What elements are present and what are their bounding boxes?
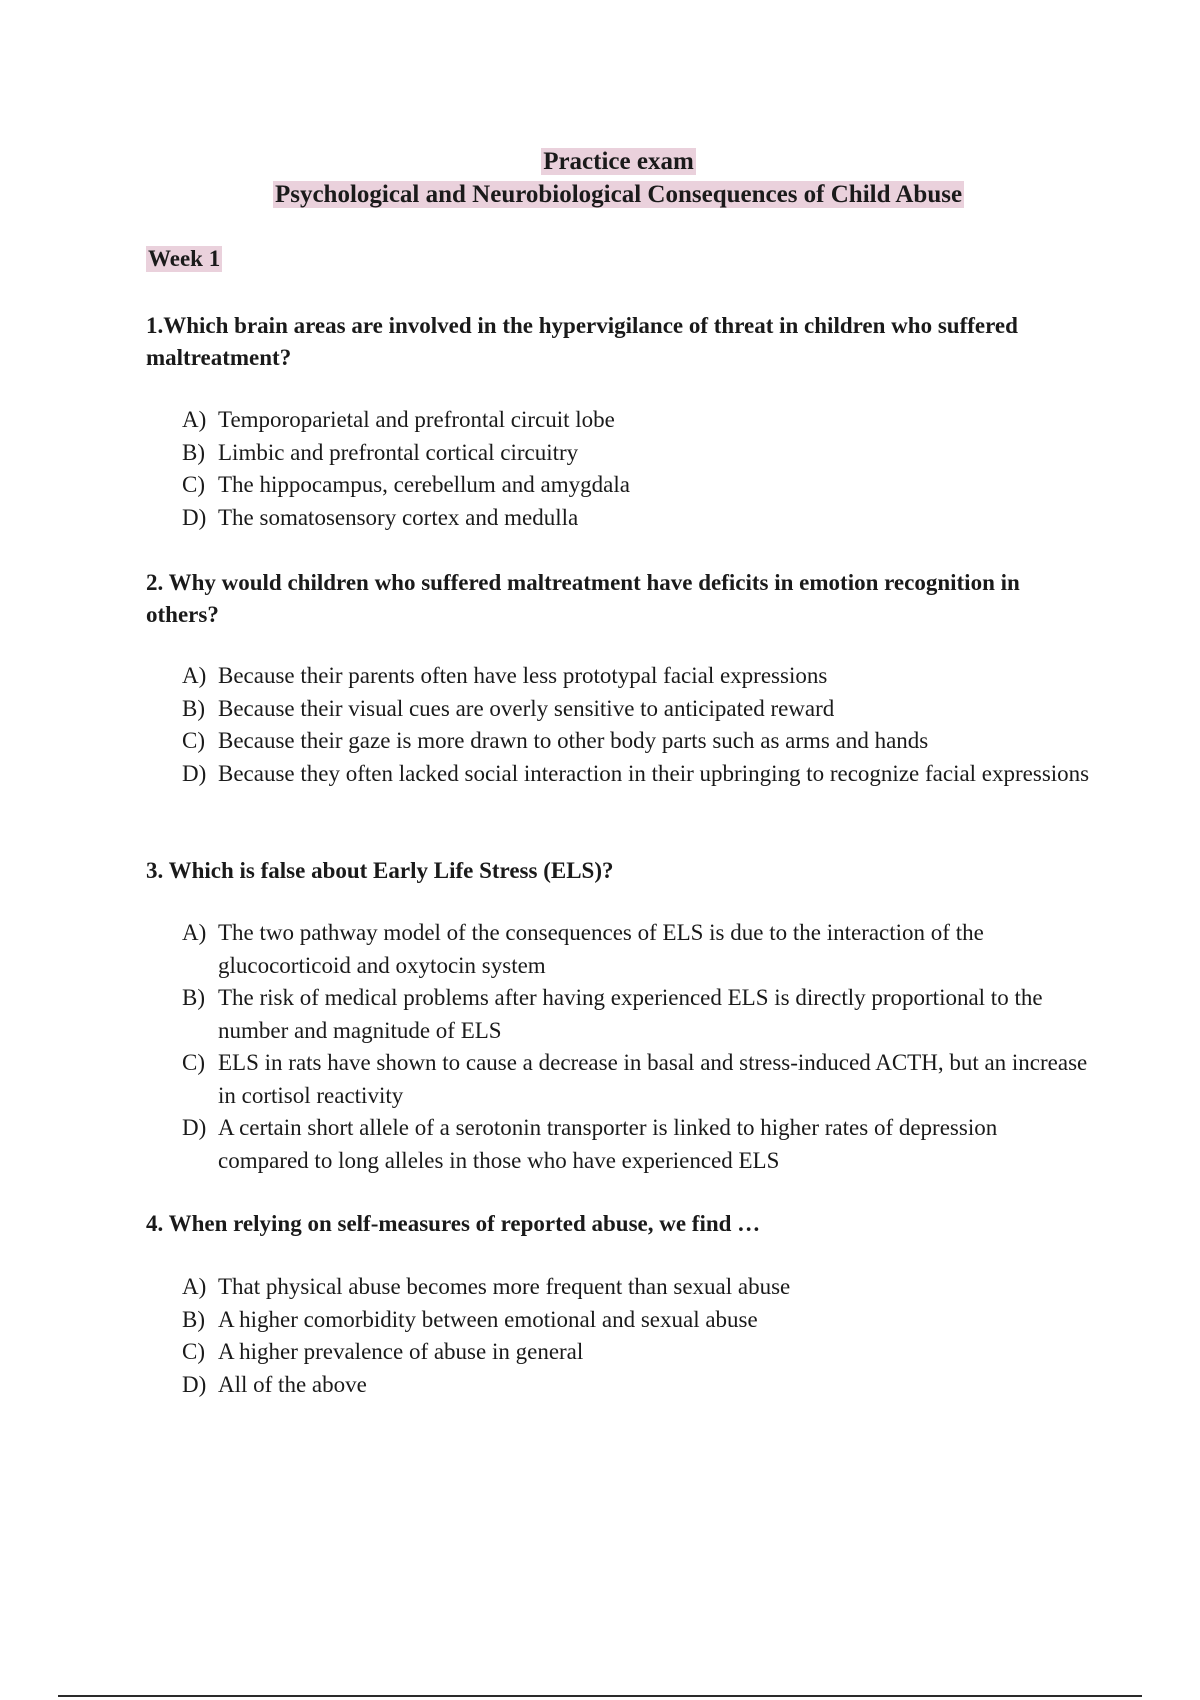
option-text: The somatosensory cortex and medulla bbox=[218, 504, 579, 530]
option-text: The two pathway model of the consequences of ELS is due to the interaction of the glucocorticoid and oxytocin system bbox=[218, 920, 984, 978]
option-text: The hippocampus, cerebellum and amygdala bbox=[218, 472, 630, 497]
page-subtitle: Psychological and Neurobiological Consequences of Child Abuse bbox=[274, 181, 963, 208]
option-item bbox=[182, 725, 1092, 758]
option-item bbox=[182, 1047, 1092, 1112]
option-letter: B) bbox=[182, 985, 205, 1010]
footer-divider bbox=[58, 1695, 1142, 1697]
option-letter: A) bbox=[182, 407, 207, 432]
title-block bbox=[0, 145, 1200, 211]
option-text: ELS in rats have shown to cause a decrease in basal and stress-induced ACTH, but an increase in cortisol reactivity bbox=[218, 1050, 1088, 1108]
option-item bbox=[182, 1369, 1092, 1402]
option-text: Because their visual cues are overly sensitive to anticipated reward bbox=[218, 695, 835, 721]
section-heading: Week 1 bbox=[148, 246, 221, 271]
option-item bbox=[182, 693, 1092, 726]
option-text: A higher prevalence of abuse in general bbox=[218, 1339, 584, 1364]
option-text: A certain short allele of a serotonin transporter is linked to higher rates of depression compared to long alleles in those who have experienced ELS bbox=[218, 1115, 998, 1173]
option-letter: A) bbox=[182, 663, 207, 688]
question-2-options bbox=[182, 660, 1092, 790]
option-item bbox=[182, 502, 1092, 535]
question-4: 4. When relying on self-measures of reported abuse, we find … bbox=[146, 1211, 761, 1236]
question-1-options bbox=[182, 404, 1092, 534]
option-letter: B) bbox=[182, 695, 205, 721]
option-text: That physical abuse becomes more frequent than sexual abuse bbox=[218, 1274, 791, 1299]
option-letter: D) bbox=[182, 1115, 207, 1140]
option-item bbox=[182, 758, 1092, 791]
option-letter: B) bbox=[182, 439, 205, 465]
option-text: Temporoparietal and prefrontal circuit lobe bbox=[218, 407, 615, 432]
option-text: Because they often lacked social interaction in their upbringing to recognize facial expressions bbox=[218, 760, 1090, 786]
option-text: The risk of medical problems after having experienced ELS is directly proportional to the number and magnitude of ELS bbox=[218, 985, 1043, 1043]
option-item bbox=[182, 404, 1092, 437]
option-item bbox=[182, 1112, 1092, 1177]
question-2: 2. Why would children who suffered maltreatment have deficits in emotion recognition in others? bbox=[146, 570, 1020, 627]
option-letter: A) bbox=[182, 1274, 207, 1299]
option-item bbox=[182, 1271, 1092, 1304]
option-item bbox=[182, 917, 1092, 982]
option-text: Because their gaze is more drawn to other body parts such as arms and hands bbox=[218, 728, 929, 753]
option-letter: A) bbox=[182, 920, 207, 945]
question-3: 3. Which is false about Early Life Stress (ELS)? bbox=[146, 858, 614, 883]
question-1: 1.Which brain areas are involved in the hypervigilance of threat in children who suffered maltreatment? bbox=[146, 313, 1018, 370]
option-letter: D) bbox=[182, 1371, 207, 1397]
option-item bbox=[182, 1304, 1092, 1337]
question-4-options bbox=[182, 1271, 1092, 1401]
option-letter: D) bbox=[182, 504, 207, 530]
option-item bbox=[182, 660, 1092, 693]
option-text: All of the above bbox=[218, 1371, 367, 1397]
page-title: Practice exam bbox=[543, 148, 694, 175]
option-text: Because their parents often have less prototypal facial expressions bbox=[218, 663, 828, 688]
option-letter: C) bbox=[182, 728, 205, 753]
option-letter: C) bbox=[182, 472, 205, 497]
option-letter: B) bbox=[182, 1306, 205, 1332]
option-text: A higher comorbidity between emotional and sexual abuse bbox=[218, 1306, 758, 1332]
option-item bbox=[182, 982, 1092, 1047]
option-item bbox=[182, 437, 1092, 470]
option-letter: D) bbox=[182, 760, 207, 786]
option-letter: C) bbox=[182, 1050, 205, 1075]
option-item bbox=[182, 469, 1092, 502]
option-letter: C) bbox=[182, 1339, 205, 1364]
option-item bbox=[182, 1336, 1092, 1369]
question-3-options bbox=[182, 917, 1092, 1177]
option-text: Limbic and prefrontal cortical circuitry bbox=[218, 439, 579, 465]
